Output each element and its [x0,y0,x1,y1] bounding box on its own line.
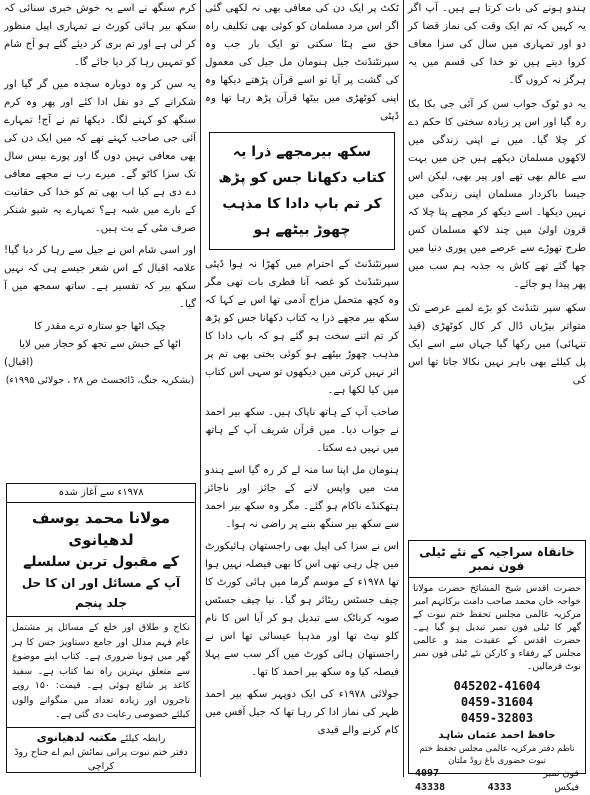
ad-badge: ۱۹۷۸ء سے آغاز شدہ [7,484,195,503]
fax-value-1: 4333 [487,782,512,793]
phone-notice-box [408,540,586,793]
column-divider-left [200,0,201,777]
left-para-1: کرم سنگھ نے اسے یہ خوش خبری سنائی کہ سکھ بیر ہائی کورٹ نے تمہاری اپیل منظور کر لی ہے اور تم بری کر دیئے گئے ہو آج شام کو تمہیں رہا کر دیا جائے گا۔ [4,3,196,68]
fax-row [409,781,585,795]
left-para-2: یہ سن کر وہ دوبارہ سجدہ میں گر گیا اور شکرانے کے دو نفل ادا کئے اور پھر وہ کرم سنگھ کو کہنے لگا۔ دیکھا تم نے آج! تمہارے آئی جی صاحب کہتے تھے کہ میں ایک دن کی بھی معافی نہیں دوں گا اور پورے بیس سال تک سزا کاٹو گے۔ میرے رب نے مجھے معافی دے دی ہے کیا اب بھی تم کو خدا کی حقانیت کے بارے میں شبہ ہے؟ تمہارے یہ شیو شنکر صرف مٹی کے بت ہیں۔ [4,79,196,234]
phone-number-2: 0459-31604 [460,695,534,709]
ad-title-4: جلد پنجم [7,593,195,617]
middle-para-2: سپرنٹنڈنٹ کے احترام میں کھڑا نہ ہوا ڈپٹی سپرنٹنڈنٹ کو غصہ آنا فطری بات تھی مگر وہ کچھ متحمل مزاج آدمی تھا اس نے کہا کہ سکھ بیر مجھے ذرا یہ کتاب دکھانا جس کو پڑھ کر تم اتنے سخت ہو گئے ہو کہ باپ دادا کا مذہب چھوڑ بیٹھے ہو کوئی بختی بھی تم پر اثر نہیں کرتی میں دیکھوں تو سہی اس کتاب میں کیا لکھا ہے۔ [205,259,399,396]
fax-label: فیکس [554,782,579,793]
ad-contact-name: مکتبہ لدھیانوی [36,730,118,744]
pull-quote-box [209,132,395,250]
phone-notice-body: حضرت اقدس شیخ المشائخ حضرت مولانا خواجہ خان محمد صاحب دامت برکاتہم امیر مرکزیہ عالمی مجلس تحفظ ختم نبوت کے گھر کا ٹیلی فون نمبر تبدیل ہو گیا ہے۔ حضرت اقدس کے عقیدت مند و عالمی مجلس کے رفقاء و کارکن نئے ٹیلی فون نمبر نوٹ فرمالیں۔ [413,583,581,672]
phone-number-3: 0459-32803 [460,711,534,725]
middle-para-1: ٹکٹ پر ایک دن کی معافی بھی نہ لکھی گئی اگر اس مرد مسلمان کو کوئی بھی تکلیف راہ حق سے ہٹا سکتی تو ایک بار جب وہ سپرنٹنڈنٹ جیل ہنومان مل جیل کی معمول کی گشت پر آیا تو اسے قرآن پڑھتے دیکھا وہ اپنی کوٹھڑی میں بیٹھا قرآن پڑھ رہا تھا وہ ڈپٹی [205,3,399,122]
ad-title-1: مولانا محمد یوسف لدھیانوی [31,509,171,549]
fax-value-2: 43338 [415,782,446,793]
poem-line-2: اٹھا کے حبش سے تجھ کو حجاز میں لایا [19,339,181,350]
phone-label: فون نمبر [543,768,579,779]
left-column [4,0,196,390]
left-para-3: اور اسی شام اس نے جیل سے رہا کر دیا گیا! علامہ اقبال کے اس شعر جیسے ہی کہ نہیں سکھ بیر کہ تفسیر ہے۔ ساتھ سمجھ میں آ گیا۔ [4,245,196,310]
middle-para-6: جولائی ۱۹۷۸ء کی ایک دوپہر سکھ بیر احمد ظہر کی نماز ادا کر رہا تھا کہ جیل آفس میں کام کرنے والے قیدی [205,689,399,736]
ad-body: نکاح و طلاق اور خلع کے مسائل پر مشتمل عام فہم مدلل اور جامع دستاویز جس کا ہر گھر میں ہونا ضروری ہے۔ کتاب اپنے موضوع سے متعلق بہترین راہ نما کتاب ہے۔ سفید کاغذ پر شائع ہوئی ہے۔ قیمت: ۱۵۰ روپے تاجروں اور زیادہ تعداد میں منگوانے والوں کیلئے خصوصی رعایت دی گئی ہے۔ [12,622,190,720]
right-column [408,0,586,390]
phone-value: 4097 [415,768,440,779]
column-divider-right [403,0,404,777]
ad-contact-label: رابطہ کیلئے [120,732,166,744]
ad-contact-address: دفتر ختم نبوت پرانی نمائش ایم اے جناح روڈ کراچی [14,746,188,772]
poem-line-1: چیک اٹھا جو ستارہ ترے مقدر کا [34,321,166,332]
middle-para-5: اس نے سزا کی اپیل بھی راجستھان ہائیکورٹ میں چل رہی تھی اس کا بھی فیصلہ نہیں ہوا تھا ۱۹۷۸ء کے موسم گرما میں ہائی کورٹ کا چیف جسٹس ریٹائر ہو گیا۔ نیا چیف جسٹس صوبہ کرناٹک سے تبدیل ہو کر آیا اس کا نام کلو نیٹ تھا اور مذہبا عیسائی تھا اس نے راجستھان ہائی کورٹ میں آکر سب سے پہلا فیصلہ کیا وہ سکھ بیر احمد کا تھا۔ [205,541,399,678]
middle-para-4: ہنومان مل اپنا سا منہ لے کر رہ گیا اسے ہندو مت میں واپس لانے کے جائز اور ناجائز ہتھکنڈے ناکام ہو گئے۔ مگر وہ سکھ بیر احمد سے سکھ بیر سنگھ بننے پر راضی نہ ہوا۔ [205,465,399,530]
book-ad-box [6,483,196,773]
ad-title-3: آپ کے مسائل اور ان کا حل [21,576,181,590]
poem-reference: (اقبال) [4,357,34,368]
phone-notice-title: خانقاہ سراجیہ کے نئے ٹیلی فون نمبر [409,541,585,578]
signer-role: ناظم دفتر مرکزیہ عالمی مجلس تحفظ ختم نبوت حضوری باغ روڈ ملتان [419,744,575,766]
right-para-1: ہندو ہونے کی بات کرتا ہے ہیں۔ آپ اگر یہ کہیں کہ تم ایک وقت کی نماز قضا کر دو اور تمہاری میں سال کی سزا معاف کروا دیتے ہیں تو خدا کی قسم میں یہ ہرگز نہ کروں گا۔ [408,3,586,86]
right-para-3: سکھ سپر نٹنڈنٹ کو بڑے لمبے عرصے تک متواتر بیڑیاں ڈال کر کال کوٹھڑی (قید تنہائی) میں رکھا گیا جہاں سے اسے ایک پل کیلئے بھی باہر نہیں نکالا جاتا تھا اس کی [408,303,586,386]
right-para-2: یہ دو ٹوک جواب سن کر آئی جی بکا بکا رہ گیا اور اس پر زیادہ سختی کا حکم دے کر چلا گیا۔ میں نے اپنی زندگی میں لاکھوں مسلمان دیکھے ہیں جن میں بہت سے عالم بھی تھے اور پیر بھی، لیکن اس جیسا باکردار مسلمان اپنی زندگی میں نہیں دیکھا۔ اسے دیکھ کر مجھے پتا چلا کہ قرون اولیٰ میں چند لاکھ مسلمان کس طرح تھوڑے سے عرصے میں پوری دنیا میں چھا گئے تھے کاش یہ جذبہ ہم سب میں پھر پیدا ہو جائے۔ [408,99,586,290]
middle-column [205,0,399,740]
ad-contact [7,727,195,777]
article-source: (بشکریہ جنگ، ڈائجسٹ ص ۲۸ ، جولائی ۱۹۹۵ء) [5,375,195,386]
signer-name: حافظ احمد عثمان شاہد [438,730,556,741]
middle-para-3: صاحب آپ کے ہاتھ ناپاک ہیں۔ سکھ بیر احمد نے جواب دیا۔ میں قرآن شریف آپ کے ہاتھ میں نہیں دے سکتا۔ [205,407,399,454]
pull-quote-text: سکھ بیرمجھے ذرا یہ کتاب دکھانا جس کو پڑھ کر تم باپ دادا کا مذہب چھوڑ بیٹھے ہو [218,144,386,238]
phone-row [409,767,585,781]
phone-number-1: 045202-41604 [453,679,541,693]
ad-title-2: کے مقبول ترین سلسلے [23,554,179,570]
